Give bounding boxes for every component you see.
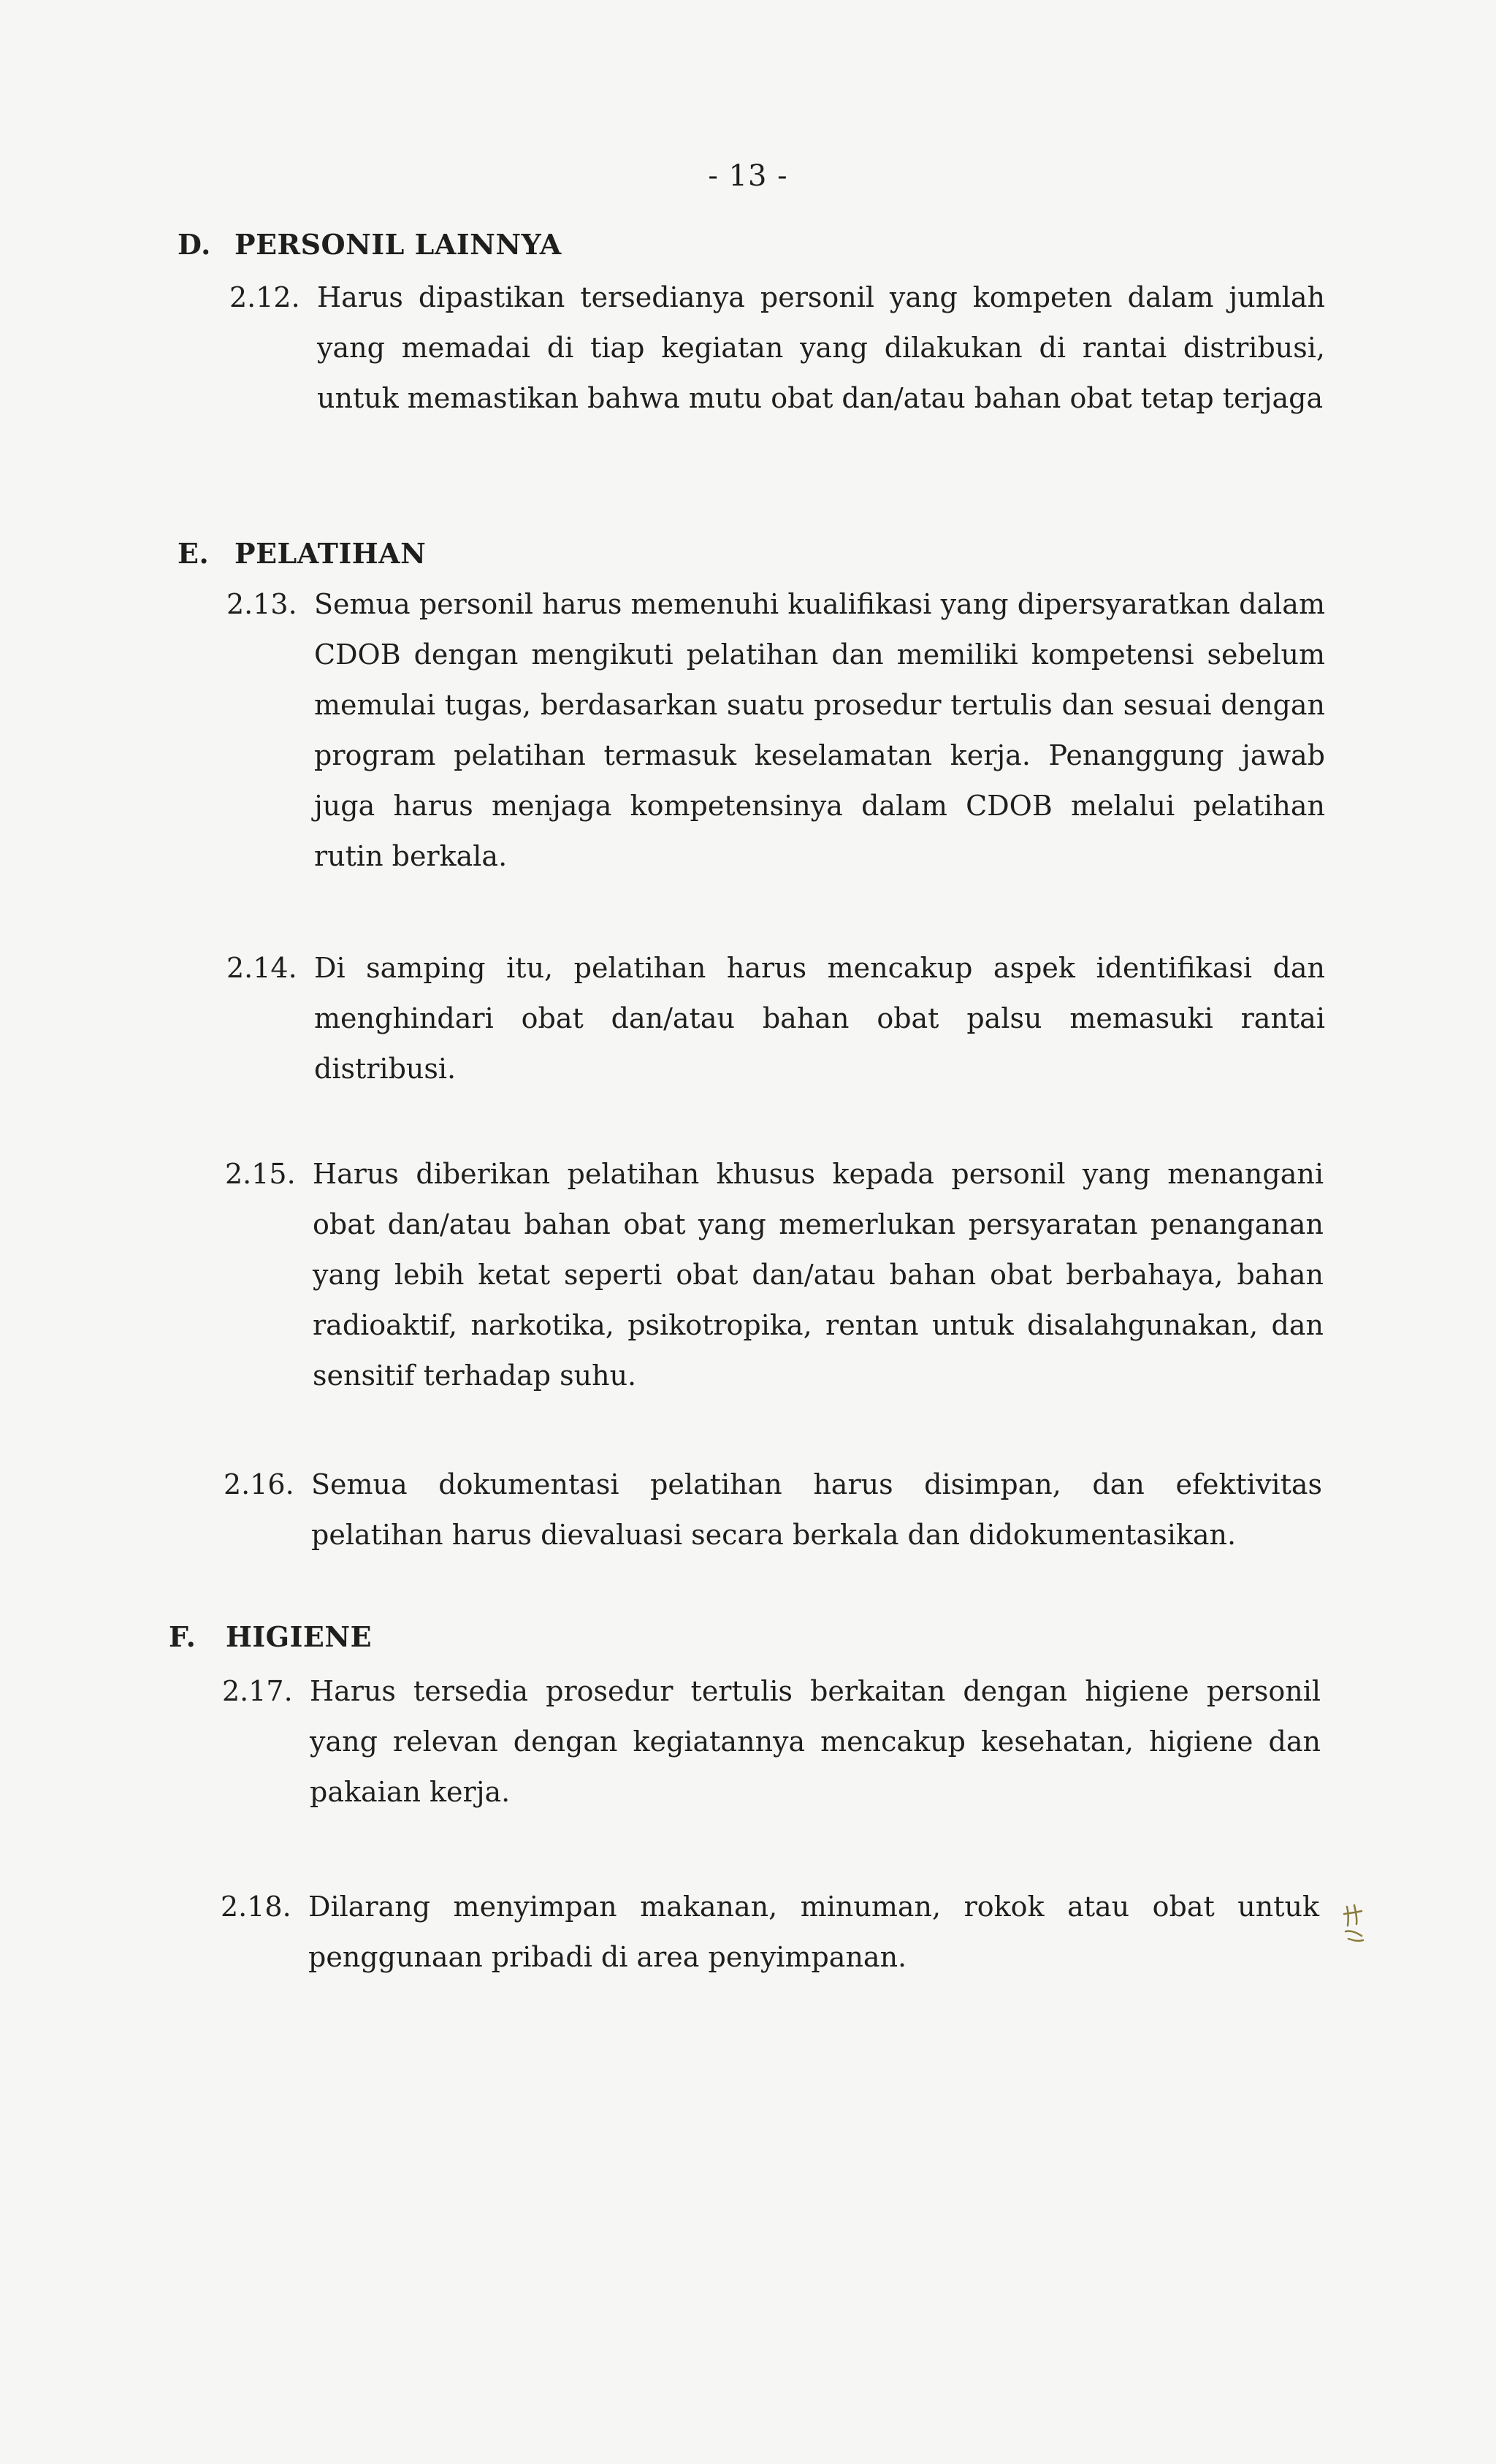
paragraph-2-14: Di samping itu, pelatihan harus mencakup aspek identifikasi dan menghindari obat dan/atau bahan obat palsu memasuki rantai distribusi.: [314, 952, 1325, 1085]
paragraph-number-2-18: 2.18.: [221, 1891, 291, 1923]
paragraph-number-2-12: 2.12.: [229, 281, 300, 313]
paragraph-2-17: Harus tersedia prosedur tertulis berkaitan dengan higiene personil yang relevan dengan kegiatannya mencakup kesehatan, higiene dan pakaian kerja.: [310, 1675, 1321, 1808]
section-heading-e: [178, 537, 426, 570]
signature-initial-mark: [1341, 1902, 1366, 1946]
paragraph-number-2-13: 2.13.: [226, 588, 297, 620]
paragraph-number-2-14: 2.14.: [226, 952, 297, 984]
paragraph-2-18: Dilarang menyimpan makanan, minuman, rokok atau obat untuk penggunaan pribadi di area penyimpanan.: [308, 1891, 1319, 1973]
section-title: HIGIENE: [226, 1620, 373, 1653]
section-letter: F.: [169, 1620, 196, 1653]
section-heading-f: [169, 1620, 372, 1653]
paragraph-2-13: Semua personil harus memenuhi kualifikasi yang dipersyaratkan dalam CDOB dengan mengikuti pelatihan dan memiliki kompetensi sebelum memulai tugas, berdasarkan suatu prosedur tertulis dan sesuai dengan program pelatihan termasuk keselamatan kerja. Penanggung jawab juga harus menjaga kompetensinya dalam CDOB melalui pelatihan rutin berkala.: [314, 588, 1325, 872]
section-letter: D.: [178, 228, 211, 261]
paragraph-2-16: Semua dokumentasi pelatihan harus disimpan, dan efektivitas pelatihan harus dievaluasi secara berkala dan didokumentasikan.: [311, 1468, 1322, 1551]
page-number: - 13 -: [708, 159, 788, 193]
paragraph-number-2-16: 2.16.: [224, 1468, 294, 1500]
section-letter: E.: [178, 537, 210, 570]
paragraph-2-12: Harus dipastikan tersedianya personil yang kompeten dalam jumlah yang memadai di tiap kegiatan yang dilakukan di rantai distribusi, untuk memastikan bahwa mutu obat dan/atau bahan obat tetap terjaga: [317, 281, 1325, 414]
paragraph-2-15: Harus diberikan pelatihan khusus kepada personil yang menangani obat dan/atau bahan obat yang memerlukan persyaratan penanganan yang lebih ketat seperti obat dan/atau bahan obat berbahaya, bahan radioaktif, narkotika, psikotropika, rentan untuk disalahgunakan, dan sensitif terhadap suhu.: [313, 1158, 1324, 1392]
section-heading-d: [178, 228, 562, 261]
paragraph-number-2-17: 2.17.: [222, 1675, 293, 1707]
section-title: PERSONIL LAINNYA: [234, 228, 562, 261]
section-title: PELATIHAN: [234, 537, 427, 570]
paragraph-number-2-15: 2.15.: [225, 1158, 296, 1190]
